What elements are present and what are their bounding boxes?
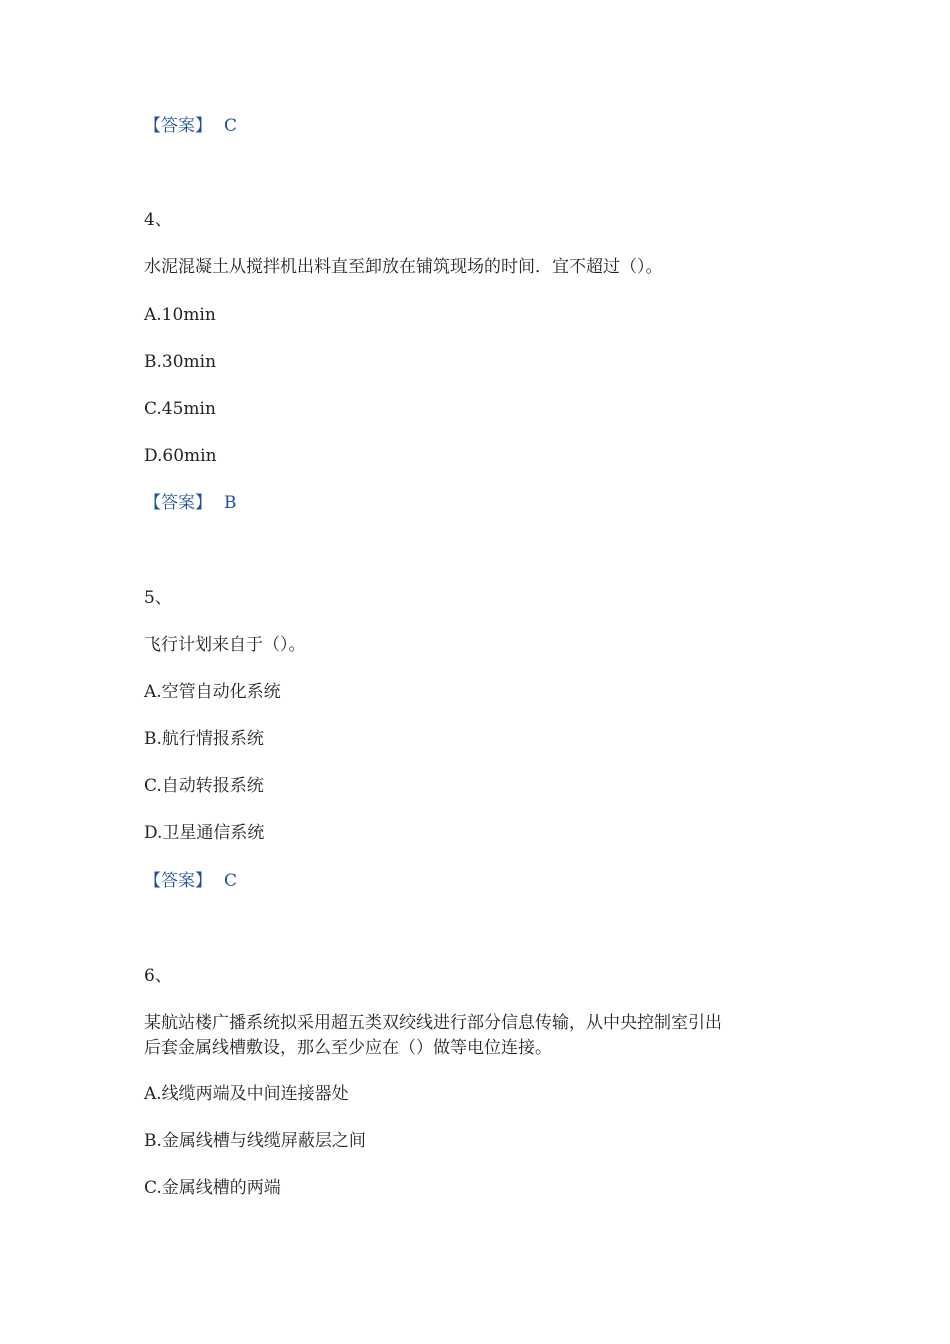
- answer-q3: [144, 114, 237, 138]
- question-stem-6-line1: 某航站楼广播系统拟采用超五类双绞线进行部分信息传输，从中央控制室引出: [144, 1013, 722, 1033]
- question-number-4: 4、: [144, 210, 172, 230]
- option-6b: B.金属线槽与线缆屏蔽层之间: [144, 1131, 366, 1151]
- answer-label: 【答案】: [144, 871, 212, 891]
- question-stem-5: 飞行计划来自于（）。: [144, 635, 306, 655]
- answer-q4: [144, 491, 237, 515]
- question-stem-6-line2: 后套金属线槽敷设，那么至少应在（）做等电位连接。: [144, 1038, 552, 1058]
- option-4a: A.10min: [144, 305, 216, 325]
- answer-q5: [144, 869, 237, 893]
- answer-value: C: [224, 116, 238, 136]
- option-5a: A.空管自动化系统: [144, 682, 281, 702]
- answer-label: 【答案】: [144, 116, 212, 136]
- question-stem-4: 水泥混凝土从搅拌机出料直至卸放在铺筑现场的时间．宜不超过（）。: [144, 257, 663, 277]
- answer-value: B: [224, 493, 237, 513]
- answer-value: C: [224, 871, 238, 891]
- option-5d: D.卫星通信系统: [144, 823, 265, 843]
- question-number-5: 5、: [144, 588, 172, 608]
- option-5c: C.自动转报系统: [144, 776, 264, 796]
- answer-label: 【答案】: [144, 493, 212, 513]
- question-number-6: 6、: [144, 966, 172, 986]
- option-5b: B.航行情报系统: [144, 729, 264, 749]
- option-4c: C.45min: [144, 399, 216, 419]
- option-6a: A.线缆两端及中间连接器处: [144, 1084, 349, 1104]
- option-6c: C.金属线槽的两端: [144, 1178, 281, 1198]
- option-4b: B.30min: [144, 352, 217, 372]
- option-4d: D.60min: [144, 446, 217, 466]
